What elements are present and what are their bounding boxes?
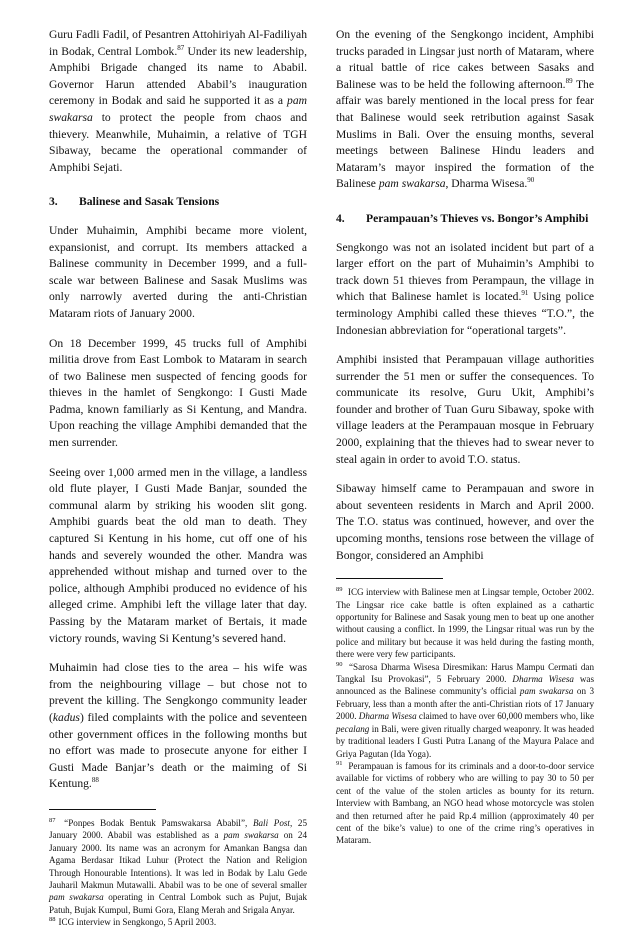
footnote: [49, 916, 307, 928]
section-heading: [336, 211, 594, 228]
text-run: ) filed complaints with the police and seventeen other government offices in the following months but no effort was made to prosecute anyone for either I Gusti Made Banjar’s death or the maiming of Si Kentung.: [49, 710, 307, 791]
section-title: Balinese and Sasak Tensions: [79, 195, 220, 209]
emphasis: pam swakarsa: [519, 686, 574, 697]
footnote-number: 87: [49, 816, 56, 824]
footnote-divider: [336, 578, 443, 579]
paragraph: [49, 660, 307, 793]
footnote-number: 88: [49, 916, 56, 924]
footnote-ref[interactable]: 87: [177, 43, 185, 52]
text-run: Perampauan is famous for its criminals and a door-to-door service available for victims of robbery who are willing to pay 30 to 50 per cent of the value of the stolen articles as bounty for its return. Interview with Bambang, an NGO head whose motorcycle was stolen and then returned after he paid Rp.4 million (approximately 40 per cent of the bike’s value) to one of the crime ring’s operatives in Mataram.: [336, 760, 594, 846]
emphasis: pam swakarsa: [49, 892, 104, 903]
footnote: [336, 586, 594, 660]
footnote-number: 90: [336, 660, 343, 668]
text-run: On the evening of the Sengkongo incident, Amphibi trucks paraded in Lingsar just north of Mataram, where a ritual battle of rice cakes between Sasaks and Balinese was to be held the following afternoon.: [336, 28, 594, 91]
text-run: to protect the people from chaos and thievery. Meanwhile, Muhaimin, a relative of TGH Sibaway, became the operational commander of Amphibi Sejati.: [49, 110, 307, 174]
emphasis: pecalang: [336, 723, 370, 734]
footnote-ref[interactable]: 88: [91, 776, 99, 785]
text-run: Guru Fadli Fadil, of Pesantren Attohiriyah Al-Fadiliyah in Bodak, Central Lombok.: [49, 28, 307, 58]
paragraph: [336, 27, 594, 193]
emphasis: pam swakarsa: [223, 830, 279, 841]
paragraph: Seeing over 1,000 armed men in the village, a landless old flute player, I Gusti Made Banjar, sounded the communal alarm by striking his wooden slit gong. Amphibi guards beat the old man to death. They captured Si Kentung in his home, cut off one of his hands and severely wounded the other. Mandra was apprehended without mishap and turned over to the police, although Amphibi produced no evidence of his alleged crime. Amphibi left the village later that day. Passing by the Mataram market of Bertais, it made victory rounds, waving Si Kentung’s severed hand.: [49, 465, 307, 645]
section-title: Perampauan’s Thieves vs. Bongor’s Amphibi: [366, 211, 589, 225]
text-run: Using police terminology Amphibi called these thieves “T.O.”, the Indonesian abbreviation for “operational targets”.: [336, 290, 594, 337]
text-run: , Dharma Wisesa.: [445, 177, 528, 191]
emphasis: kadus: [52, 710, 80, 724]
emphasis: Bali Post: [252, 817, 290, 828]
paragraph: Under Muhaimin, Amphibi became more violent, expansionist, and corrupt. Its members attacked a Balinese community in December 1999, and a full-scale war between Balinese and Sasak Muslims was only narrowly averted during the anti-Christian Mataram riots of January 2000.: [49, 223, 307, 320]
footnote-ref[interactable]: 90: [527, 176, 535, 185]
emphasis: Dharma Wisesa: [358, 711, 417, 722]
text-run: Sengkongo was not an isolated incident but part of a larger effort on the part of Muhaimin’s Amphibi to track down 51 thieves from Perampaun, the village in which that Balinese hamlet is located.: [336, 240, 594, 304]
text-run: The affair was barely mentioned in the local press for fear that Balinese would seek retribution against Sasak Muslims in Bali. Over the ensuing months, several meetings between Balinese Hindu leaders and Mataram’s mayor inspired the formation of the Balinese: [336, 77, 595, 191]
footnote: [49, 817, 307, 916]
section-number: 4.: [336, 211, 345, 225]
section-heading: [49, 194, 307, 211]
text-run: , 25 January 2000. Ababil was established as a: [49, 817, 307, 841]
text-run: in Bali, were given ritually charged weaponry. It was headed by traditional leaders I Gusti Putra Lanang of the Mayura Palace and Griya Pagutan (Ida Yoga).: [336, 723, 594, 759]
paragraph: Sibaway himself came to Perampauan and swore in about seventeen residents in March and April 2000. The T.O. status was continued, however, and over the upcoming months, tensions rose between the village of Bongor, considered an Amphibi: [336, 482, 594, 562]
footnote-number: 91: [336, 759, 343, 767]
footnote-ref[interactable]: 91: [521, 289, 529, 298]
footnote: [336, 661, 594, 760]
text-run: on 24 January 2000. Its name was an acronym for Amankan Bangsa dan Agama Berdasar Itikad Luhur (Protect the Nation and Religion Through Honourable Intentions). It was led in Bodak by Lalu Gede Jauharil Makmun Mutawalli. Ababil was to be one of several smaller: [49, 830, 307, 890]
text-run: Under its new leadership, Amphibi Brigade changed its name to Ababil. Governor Harun attended Ababil’s inauguration ceremony in Bodak and said he supported it as a: [49, 44, 307, 108]
footnote-divider: [49, 809, 156, 810]
left-column: [49, 27, 307, 929]
paragraph: [49, 27, 307, 176]
footnote-number: 89: [336, 586, 343, 594]
right-column: [336, 27, 594, 847]
paragraph: Amphibi insisted that Perampauan village authorities surrender the 51 men or suffer the consequences. To communicate its resolve, Guru Ukit, Amphibi’s founder and brother of Tuan Guru Sibaway, spoke with village leaders at the Perampauan mosque in February 2000, explaining that the thieves had to swear never to steal again in order to avoid T.O. status.: [336, 353, 594, 466]
text-run: operating in Central Lombok such as Pujut, Bujak Patuh, Bujak Kumpul, Bumi Gora, Elang Merah and Srigala Anyar.: [49, 892, 307, 915]
footnote-ref[interactable]: 89: [565, 76, 573, 85]
text-run: claimed to have over 60,000 members who, like: [416, 711, 595, 722]
text-run: “Sarosa Dharma Wisesa Diresmikan: Harus Mampu Cermati dan Tangkal Isu Provokasi”, 5 February 2000.: [336, 661, 594, 685]
emphasis: pam swakarsa: [378, 177, 446, 191]
footnote: [336, 760, 594, 847]
text-run: Muhaimin had close ties to the area – his wife was from the neighbouring village – but chose not to prevent the killing. The Sengkongo community leader (: [49, 661, 307, 724]
section-number: 3.: [49, 195, 58, 209]
text-run: on 3 February, less than a month after the anti-Christian riots of 17 January 2000.: [336, 686, 595, 722]
emphasis: pam swakarsa: [49, 94, 307, 124]
emphasis: Dharma Wisesa: [512, 674, 574, 685]
text-run: ICG interview with Balinese men at Lingsar temple, October 2002. The Lingsar rice cake battle is often explained as a cathartic opportunity for Balinese and Sasak young men to beat up one another without causing a conflict. In 1999, the Lingsar ritual was run by the police and military but because it was held during the fasting month, there were very few participants.: [336, 587, 594, 660]
text-run: ICG interview in Sengkongo, 5 April 2003.: [58, 917, 217, 928]
paragraph: [336, 240, 594, 340]
paragraph: On 18 December 1999, 45 trucks full of Amphibi militia drove from East Lombok to Mataram in search of two Balinese men suspected of fencing goods for thieves in the hamlet of Sengkongo: I Gusti Made Padma, known familiarly as Si Kentung, and Mandra. Upon reaching the village Amphibi demanded that the men surrender.: [49, 336, 307, 450]
text-run: was announced as the Balinese community’s official: [336, 674, 594, 697]
text-run: “Ponpes Bodak Bentuk Pamswakarsa Ababil”,: [58, 817, 253, 828]
